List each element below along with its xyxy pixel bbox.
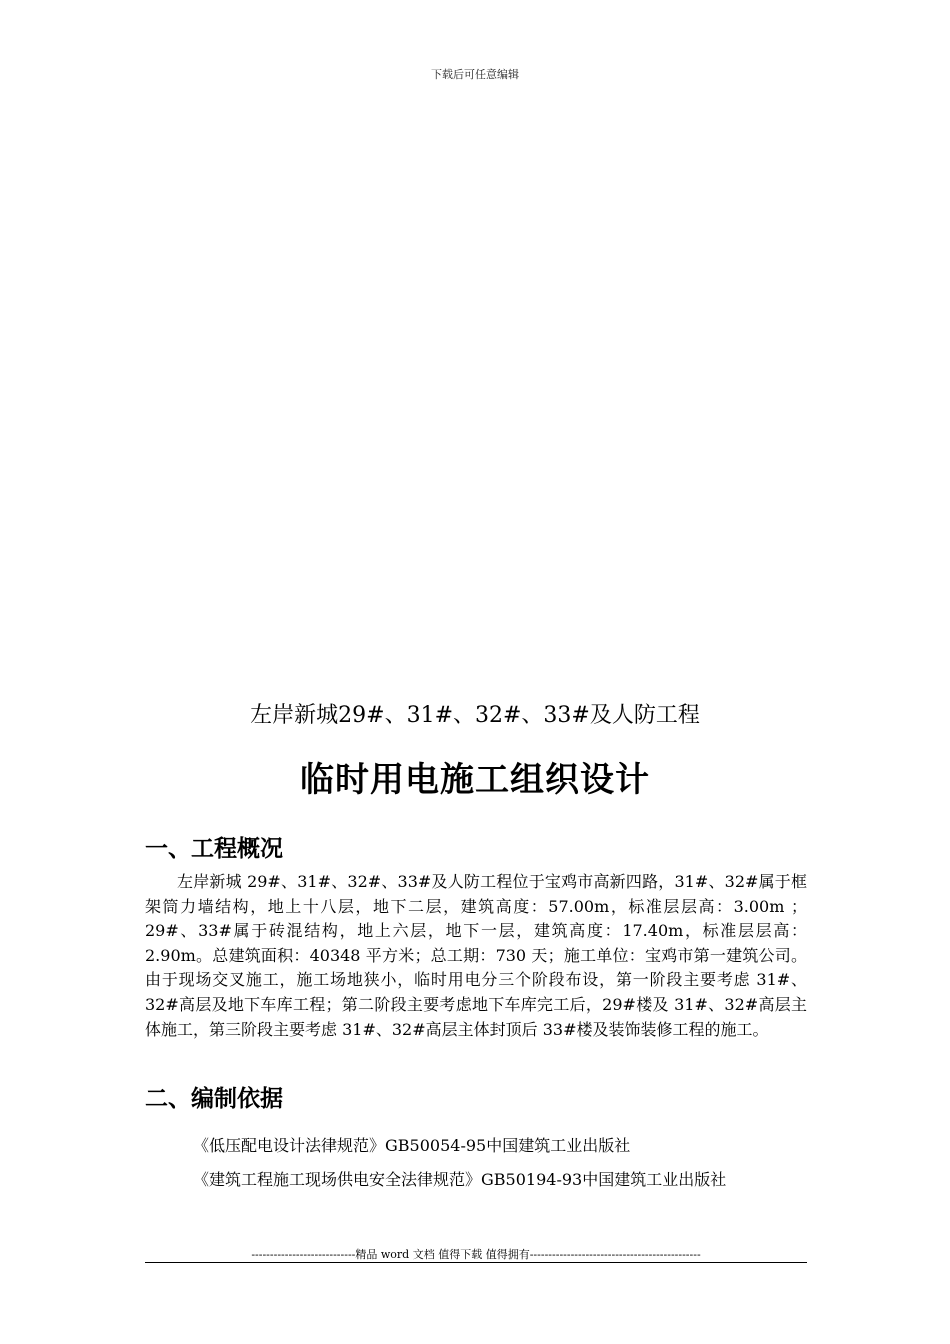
document-title: 临时用电施工组织设计 xyxy=(300,760,650,800)
section-heading-basis: 二、编制依据 xyxy=(145,1085,283,1112)
project-subtitle: 左岸新城29#、31#、32#、33#及人防工程 xyxy=(250,703,700,728)
overview-paragraph: 左岸新城 29#、31#、32#、33#及人防工程位于宝鸡市高新四路，31#、32#属于框架筒力墙结构，地上十八层，地下二层，建筑高度：57.00m，标准层层高：3.00m ；29#、33#属于砖混结构，地上六层，地下一层，建筑高度：17.40m，标准层层高：2.90m。总建筑面积：40348 平方米；总工期：730 天；施工单位：宝鸡市第一建筑公司。由于现场交叉施工，施工场地狭小，临时用电分三个阶段布设，第一阶段主要考虑 31#、32#高层及地下车库工程；第二阶段主要考虑地下车库完工后，29#楼及 31#、32#高层主体施工，第三阶段主要考虑 31#、32#高层主体封顶后 33#楼及装饰装修工程的施工。 xyxy=(145,872,807,1039)
reference-item: 《建筑工程施工现场供电安全法律规范》GB50194-93中国建筑工业出版社 xyxy=(193,1170,727,1189)
page-header-note: 下载后可任意编辑 xyxy=(431,68,519,81)
reference-item: 《低压配电设计法律规范》GB50054-95中国建筑工业出版社 xyxy=(193,1136,631,1155)
section-heading-overview: 一、工程概况 xyxy=(145,835,283,862)
footer-rule xyxy=(145,1262,807,1263)
page-footer-text: ----------------------------精品 word 文档 值得下载 值得拥有---------------------------------------------- xyxy=(251,1248,701,1261)
